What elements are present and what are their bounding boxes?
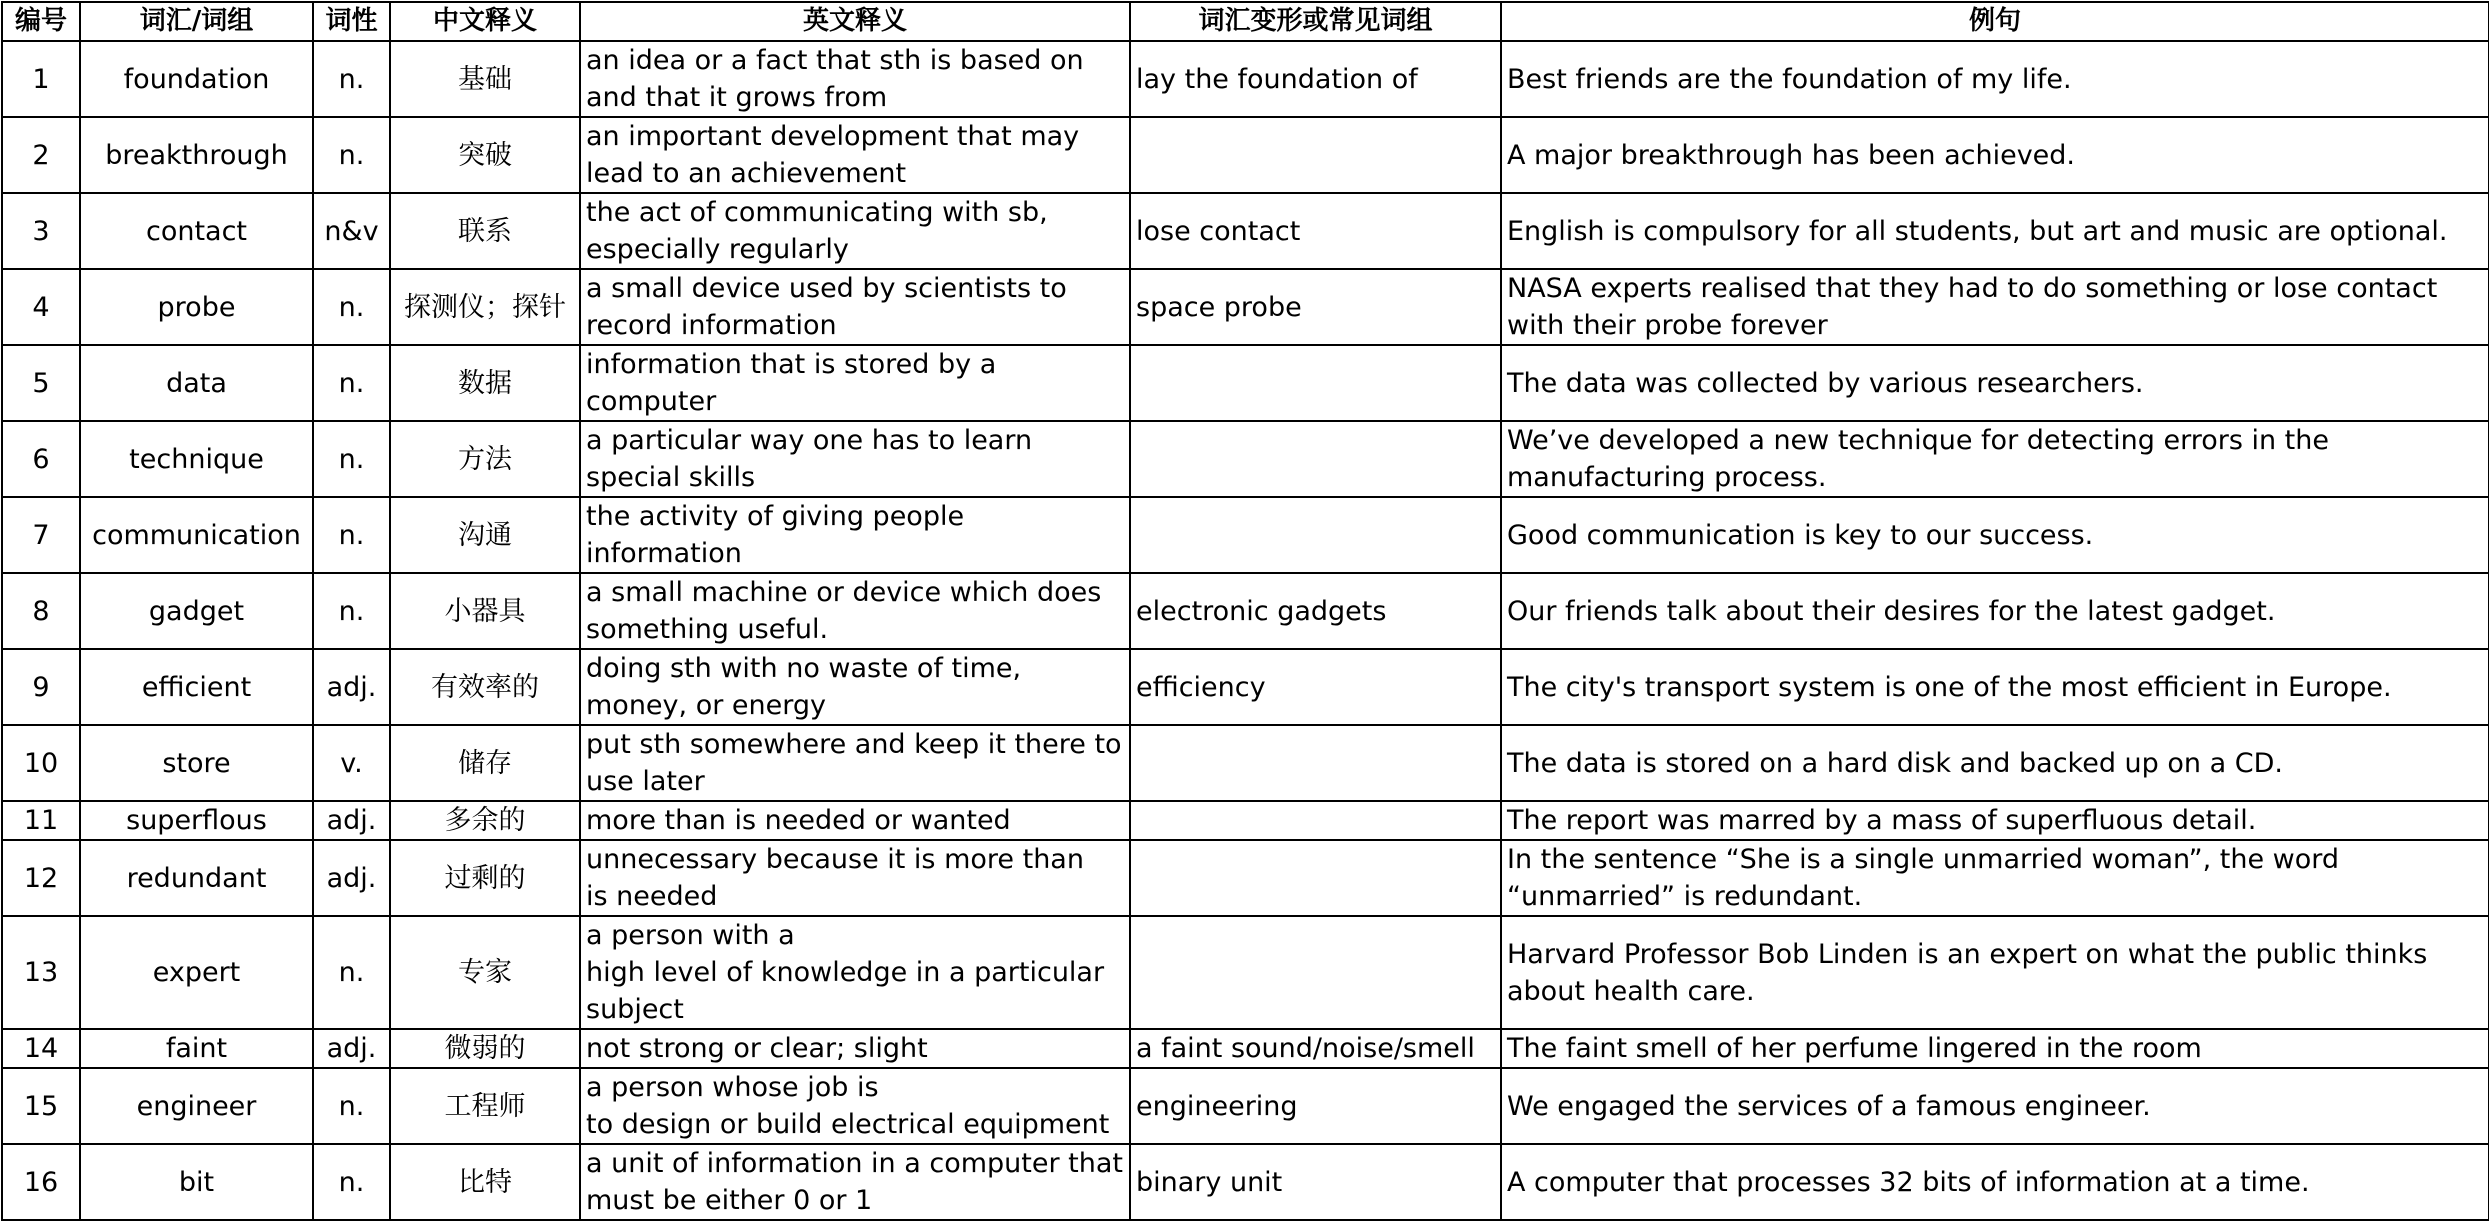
cell-example[interactable]: The data is stored on a hard disk and backed up on a CD.: [1501, 725, 2489, 801]
cell-chinese-meaning[interactable]: 数据: [390, 345, 580, 421]
cell-part-of-speech[interactable]: n.: [313, 117, 390, 193]
cell-word[interactable]: superflous: [80, 801, 313, 840]
header-number: 编号: [2, 2, 80, 41]
header-row: [2, 2, 2489, 41]
table-row: [2, 193, 2489, 269]
cell-part-of-speech[interactable]: adj.: [313, 840, 390, 916]
cell-english-definition[interactable]: information that is stored by a computer: [580, 345, 1130, 421]
cell-word[interactable]: bit: [80, 1144, 313, 1220]
cell-word-forms[interactable]: lay the foundation of: [1130, 41, 1501, 117]
cell-word-forms[interactable]: space probe: [1130, 269, 1501, 345]
cell-part-of-speech[interactable]: adj.: [313, 801, 390, 840]
cell-english-definition[interactable]: a person with a high level of knowledge in a particular subject: [580, 916, 1130, 1029]
cell-english-definition[interactable]: a particular way one has to learn special skills: [580, 421, 1130, 497]
header-word-forms: 词汇变形或常见词组: [1130, 2, 1501, 41]
cell-part-of-speech[interactable]: n.: [313, 1144, 390, 1220]
cell-example[interactable]: NASA experts realised that they had to do something or lose contact with their probe forever: [1501, 269, 2489, 345]
cell-word[interactable]: probe: [80, 269, 313, 345]
table-row: [2, 840, 2489, 916]
cell-word[interactable]: contact: [80, 193, 313, 269]
cell-english-definition[interactable]: a unit of information in a computer that must be either 0 or 1: [580, 1144, 1130, 1220]
cell-word-forms[interactable]: [1130, 840, 1501, 916]
cell-number[interactable]: 10: [2, 725, 80, 801]
cell-chinese-meaning[interactable]: 小器具: [390, 573, 580, 649]
cell-word-forms[interactable]: binary unit: [1130, 1144, 1501, 1220]
vocabulary-table: [1, 1, 2489, 1221]
cell-example[interactable]: A computer that processes 32 bits of information at a time.: [1501, 1144, 2489, 1220]
cell-part-of-speech[interactable]: n.: [313, 41, 390, 117]
cell-number[interactable]: 1: [2, 41, 80, 117]
cell-english-definition[interactable]: the act of communicating with sb, especially regularly: [580, 193, 1130, 269]
cell-word-forms[interactable]: engineering: [1130, 1068, 1501, 1144]
cell-english-definition[interactable]: the activity of giving people information: [580, 497, 1130, 573]
cell-word[interactable]: breakthrough: [80, 117, 313, 193]
cell-number[interactable]: 13: [2, 916, 80, 1029]
table-row: [2, 1144, 2489, 1220]
cell-number[interactable]: 14: [2, 1029, 80, 1068]
cell-number[interactable]: 2: [2, 117, 80, 193]
cell-english-definition[interactable]: a small machine or device which does something useful.: [580, 573, 1130, 649]
cell-chinese-meaning[interactable]: 有效率的: [390, 649, 580, 725]
cell-number[interactable]: 16: [2, 1144, 80, 1220]
cell-word-forms[interactable]: [1130, 725, 1501, 801]
header-chinese-meaning: 中文释义: [390, 2, 580, 41]
cell-word-forms[interactable]: electronic gadgets: [1130, 573, 1501, 649]
cell-chinese-meaning[interactable]: 储存: [390, 725, 580, 801]
table-row: [2, 801, 2489, 840]
cell-part-of-speech[interactable]: n.: [313, 573, 390, 649]
cell-word-forms[interactable]: [1130, 345, 1501, 421]
cell-english-definition[interactable]: more than is needed or wanted: [580, 801, 1130, 840]
header-word: 词汇/词组: [80, 2, 313, 41]
cell-number[interactable]: 4: [2, 269, 80, 345]
cell-number[interactable]: 15: [2, 1068, 80, 1144]
cell-part-of-speech[interactable]: n.: [313, 1068, 390, 1144]
table-row: [2, 41, 2489, 117]
cell-word-forms[interactable]: [1130, 421, 1501, 497]
cell-word[interactable]: redundant: [80, 840, 313, 916]
cell-part-of-speech[interactable]: n&v: [313, 193, 390, 269]
cell-part-of-speech[interactable]: n.: [313, 345, 390, 421]
table-row: [2, 649, 2489, 725]
cell-number[interactable]: 8: [2, 573, 80, 649]
cell-word-forms[interactable]: [1130, 117, 1501, 193]
cell-example[interactable]: A major breakthrough has been achieved.: [1501, 117, 2489, 193]
cell-word-forms[interactable]: efficiency: [1130, 649, 1501, 725]
cell-word[interactable]: expert: [80, 916, 313, 1029]
table-row: [2, 421, 2489, 497]
cell-word[interactable]: faint: [80, 1029, 313, 1068]
cell-english-definition[interactable]: doing sth with no waste of time, money, or energy: [580, 649, 1130, 725]
table-row: [2, 345, 2489, 421]
table-row: [2, 1029, 2489, 1068]
table-row: [2, 117, 2489, 193]
cell-example[interactable]: Good communication is key to our success.: [1501, 497, 2489, 573]
cell-english-definition[interactable]: put sth somewhere and keep it there to use later: [580, 725, 1130, 801]
cell-example[interactable]: We’ve developed a new technique for detecting errors in the manufacturing process.: [1501, 421, 2489, 497]
table-row: [2, 1068, 2489, 1144]
cell-number[interactable]: 12: [2, 840, 80, 916]
cell-word[interactable]: engineer: [80, 1068, 313, 1144]
cell-example[interactable]: The report was marred by a mass of superfluous detail.: [1501, 801, 2489, 840]
cell-part-of-speech[interactable]: adj.: [313, 1029, 390, 1068]
cell-english-definition[interactable]: a person whose job is to design or build electrical equipment: [580, 1068, 1130, 1144]
cell-number[interactable]: 5: [2, 345, 80, 421]
table-row: [2, 573, 2489, 649]
cell-part-of-speech[interactable]: v.: [313, 725, 390, 801]
cell-chinese-meaning[interactable]: 比特: [390, 1144, 580, 1220]
header-part-of-speech: 词性: [313, 2, 390, 41]
cell-word-forms[interactable]: lose contact: [1130, 193, 1501, 269]
cell-english-definition[interactable]: a small device used by scientists to record information: [580, 269, 1130, 345]
cell-word[interactable]: communication: [80, 497, 313, 573]
table-row: [2, 269, 2489, 345]
cell-number[interactable]: 7: [2, 497, 80, 573]
cell-word-forms[interactable]: [1130, 801, 1501, 840]
cell-number[interactable]: 3: [2, 193, 80, 269]
cell-example[interactable]: We engaged the services of a famous engineer.: [1501, 1068, 2489, 1144]
table-row: [2, 497, 2489, 573]
cell-english-definition[interactable]: an important development that may lead to an achievement: [580, 117, 1130, 193]
cell-word[interactable]: efficient: [80, 649, 313, 725]
header-example: 例句: [1501, 2, 2489, 41]
table-row: [2, 916, 2489, 1029]
cell-part-of-speech[interactable]: n.: [313, 916, 390, 1029]
cell-chinese-meaning[interactable]: 微弱的: [390, 1029, 580, 1068]
cell-word[interactable]: technique: [80, 421, 313, 497]
cell-example[interactable]: Harvard Professor Bob Linden is an expert on what the public thinks about health care.: [1501, 916, 2489, 1029]
cell-number[interactable]: 9: [2, 649, 80, 725]
table-row: [2, 725, 2489, 801]
cell-part-of-speech[interactable]: n.: [313, 497, 390, 573]
cell-chinese-meaning[interactable]: 突破: [390, 117, 580, 193]
cell-number[interactable]: 6: [2, 421, 80, 497]
cell-chinese-meaning[interactable]: 专家: [390, 916, 580, 1029]
cell-word[interactable]: data: [80, 345, 313, 421]
cell-example[interactable]: The city's transport system is one of the most efficient in Europe.: [1501, 649, 2489, 725]
cell-word[interactable]: store: [80, 725, 313, 801]
cell-chinese-meaning[interactable]: 多余的: [390, 801, 580, 840]
cell-word-forms[interactable]: [1130, 916, 1501, 1029]
cell-word[interactable]: gadget: [80, 573, 313, 649]
cell-example[interactable]: The data was collected by various researchers.: [1501, 345, 2489, 421]
cell-example[interactable]: English is compulsory for all students, but art and music are optional.: [1501, 193, 2489, 269]
cell-english-definition[interactable]: unnecessary because it is more than is needed: [580, 840, 1130, 916]
cell-chinese-meaning[interactable]: 联系: [390, 193, 580, 269]
cell-chinese-meaning[interactable]: 沟通: [390, 497, 580, 573]
cell-word-forms[interactable]: a faint sound/noise/smell: [1130, 1029, 1501, 1068]
cell-english-definition[interactable]: not strong or clear; slight: [580, 1029, 1130, 1068]
cell-example[interactable]: In the sentence “She is a single unmarried woman”, the word “unmarried” is redundant.: [1501, 840, 2489, 916]
cell-example[interactable]: Our friends talk about their desires for the latest gadget.: [1501, 573, 2489, 649]
cell-word[interactable]: foundation: [80, 41, 313, 117]
cell-part-of-speech[interactable]: adj.: [313, 649, 390, 725]
cell-part-of-speech[interactable]: n.: [313, 269, 390, 345]
table-body: [2, 41, 2489, 1220]
cell-word-forms[interactable]: [1130, 497, 1501, 573]
header-english-definition: 英文释义: [580, 2, 1130, 41]
cell-example[interactable]: Best friends are the foundation of my life.: [1501, 41, 2489, 117]
cell-number[interactable]: 11: [2, 801, 80, 840]
cell-chinese-meaning[interactable]: 基础: [390, 41, 580, 117]
cell-chinese-meaning[interactable]: 方法: [390, 421, 580, 497]
cell-chinese-meaning[interactable]: 工程师: [390, 1068, 580, 1144]
cell-chinese-meaning[interactable]: 过剩的: [390, 840, 580, 916]
cell-part-of-speech[interactable]: n.: [313, 421, 390, 497]
cell-chinese-meaning[interactable]: 探测仪；探针: [390, 269, 580, 345]
cell-english-definition[interactable]: an idea or a fact that sth is based on and that it grows from: [580, 41, 1130, 117]
cell-example[interactable]: The faint smell of her perfume lingered in the room: [1501, 1029, 2489, 1068]
